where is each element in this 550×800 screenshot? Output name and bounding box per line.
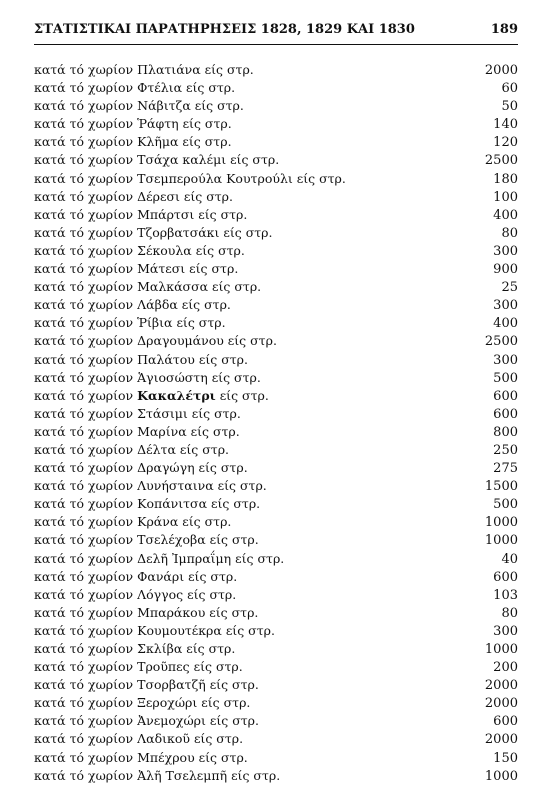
list-item <box>34 242 518 260</box>
row-value: 103 <box>493 587 518 603</box>
row-value: 50 <box>501 99 518 115</box>
list-item <box>34 477 518 495</box>
row-value: 1000 <box>484 515 518 531</box>
row-label <box>34 97 244 115</box>
row-suffix: είς στρ. <box>175 441 230 457</box>
row-suffix: είς στρ. <box>178 116 232 132</box>
row-suffix: είς στρ. <box>189 731 244 747</box>
list-item <box>34 441 518 459</box>
row-prefix: κατά τό χωρίον <box>34 333 138 349</box>
row-suffix: είς στρ. <box>200 62 254 77</box>
row-prefix: κατά τό χωρίον <box>34 62 138 77</box>
list-item <box>34 115 518 133</box>
row-value: 275 <box>493 461 518 477</box>
row-value: 300 <box>493 623 518 639</box>
row-label <box>34 640 235 658</box>
list-item <box>34 351 518 369</box>
row-label <box>34 531 259 549</box>
row-label <box>34 676 259 694</box>
row-value: 900 <box>493 262 518 278</box>
village-name: Τζορβατσάκι <box>137 224 220 240</box>
row-suffix: είς στρ. <box>205 532 259 548</box>
row-prefix: κατά τό χωρίον <box>34 242 138 258</box>
row-prefix: κατά τό χωρίον <box>34 297 138 313</box>
row-value: 800 <box>493 424 518 440</box>
row-label <box>34 314 226 332</box>
list-item <box>34 694 518 712</box>
row-suffix: είς στρ. <box>179 188 233 204</box>
row-label <box>34 658 243 676</box>
row-suffix: είς στρ. <box>182 641 236 656</box>
row-label <box>34 133 232 151</box>
row-suffix: είς στρ. <box>205 677 259 693</box>
list-item <box>34 151 518 169</box>
list-item <box>34 369 518 387</box>
list-item <box>34 586 518 604</box>
row-suffix: είς στρ. <box>226 152 280 168</box>
row-prefix: κατά τό χωρίον <box>34 586 138 602</box>
row-prefix: κατά τό χωρίον <box>34 351 138 367</box>
row-label <box>34 170 346 188</box>
row-prefix: κατά τό χωρίον <box>34 369 138 385</box>
row-label <box>34 694 250 712</box>
row-prefix: κατά τό χωρίον <box>34 532 138 548</box>
row-label <box>34 260 238 278</box>
row-value: 600 <box>493 388 518 404</box>
running-title: ΣΤΑΤΙΣΤΙΚΑΙ ΠΑΡΑΤΗΡΗΣΕΙΣ 1828, 1829 ΚΑΙ 1830 <box>34 22 415 37</box>
row-label <box>34 206 247 224</box>
row-value: 120 <box>493 135 518 151</box>
village-name: Μαλκάσσα <box>137 279 209 295</box>
row-label <box>34 242 245 260</box>
list-item <box>34 314 518 332</box>
row-suffix: είς στρ. <box>189 659 243 675</box>
running-header <box>34 22 518 45</box>
village-name: Τσελέχοβα <box>137 532 206 548</box>
row-value: 300 <box>493 243 518 259</box>
list-item <box>34 568 518 586</box>
row-value: 80 <box>501 225 518 241</box>
village-list <box>34 61 518 785</box>
row-label <box>34 568 237 586</box>
list-item <box>34 550 518 568</box>
row-label <box>34 61 254 79</box>
village-name: Κακαλέτρι <box>137 387 216 403</box>
village-name: Φτέλια <box>137 80 183 96</box>
list-item <box>34 531 518 549</box>
row-value: 1000 <box>484 642 518 657</box>
row-suffix: είς στρ. <box>187 405 241 421</box>
row-suffix: είς στρ. <box>178 514 232 530</box>
row-prefix: κατά τό χωρίον <box>34 749 138 765</box>
row-value: 400 <box>493 316 518 332</box>
row-suffix: είς στρ. <box>177 297 231 313</box>
row-suffix: είς στρ. <box>194 460 248 476</box>
village-name: Σέκουλα <box>137 242 192 258</box>
row-suffix: είς στρ. <box>182 80 236 96</box>
document-page <box>34 22 518 785</box>
row-suffix: είς στρ. <box>207 369 261 385</box>
row-prefix: κατά τό χωρίον <box>34 261 138 277</box>
list-item <box>34 188 518 206</box>
row-value: 500 <box>493 370 518 386</box>
village-name: Τροῦπες <box>137 659 190 675</box>
row-prefix: κατά τό χωρίον <box>34 514 138 530</box>
village-name: Νάβιτζα <box>137 98 191 114</box>
row-value: 600 <box>493 714 518 730</box>
row-prefix: κατά τό χωρίον <box>34 441 138 457</box>
row-suffix: είς στρ. <box>185 261 239 277</box>
row-prefix: κατά τό χωρίον <box>34 206 138 222</box>
row-label <box>34 441 229 459</box>
village-name: Κράνα <box>137 514 179 530</box>
village-name: Δέλτα <box>137 441 176 457</box>
row-prefix: κατά τό χωρίον <box>34 731 138 747</box>
row-prefix: κατά τό χωρίον <box>34 767 138 783</box>
village-name: Κοπάνιτσα <box>137 496 208 512</box>
row-label <box>34 586 236 604</box>
row-suffix: είς στρ. <box>207 496 261 512</box>
row-value: 500 <box>493 497 518 513</box>
row-value: 40 <box>501 551 518 567</box>
village-name: Μπάρτσι <box>137 206 195 222</box>
row-label <box>34 351 248 369</box>
village-name: Ῥίβια <box>137 315 173 331</box>
village-name: Κουμουτέκρα <box>137 622 222 638</box>
row-prefix: κατά τό χωρίον <box>34 677 138 693</box>
row-label <box>34 477 267 495</box>
row-label <box>34 278 261 296</box>
row-value: 25 <box>501 280 518 296</box>
list-item <box>34 640 518 658</box>
row-suffix: είς στρ. <box>221 622 275 638</box>
list-item <box>34 387 518 405</box>
row-value: 80 <box>501 605 518 621</box>
row-suffix: είς στρ. <box>186 423 240 439</box>
row-prefix: κατά τό χωρίον <box>34 622 138 638</box>
row-value: 2500 <box>484 334 518 350</box>
row-value: 400 <box>493 207 518 223</box>
list-item <box>34 459 518 477</box>
row-value: 100 <box>493 189 518 205</box>
village-name: Μαρίνα <box>137 423 187 439</box>
village-name: Σκλίβα <box>137 641 183 656</box>
row-label <box>34 513 231 531</box>
row-suffix: είς στρ. <box>205 713 260 729</box>
row-label <box>34 188 233 206</box>
village-name: Μπαράκου <box>137 604 206 620</box>
list-item <box>34 604 518 622</box>
page-number: 189 <box>490 22 518 37</box>
row-label <box>34 730 243 748</box>
row-label <box>34 767 280 785</box>
row-suffix: είς στρ. <box>205 604 259 620</box>
list-item <box>34 79 518 97</box>
row-label <box>34 224 273 242</box>
row-prefix: κατά τό χωρίον <box>34 496 138 512</box>
row-prefix: κατά τό χωρίον <box>34 695 138 711</box>
row-label <box>34 622 275 640</box>
row-suffix: είς στρ. <box>219 224 273 240</box>
village-name: Στάσιμι <box>137 405 188 421</box>
row-label <box>34 79 235 97</box>
list-item <box>34 730 518 748</box>
row-label <box>34 151 279 169</box>
list-item <box>34 622 518 640</box>
village-name: Λυνήσταινα <box>137 478 214 494</box>
row-value: 300 <box>493 298 518 314</box>
list-item <box>34 224 518 242</box>
row-label <box>34 495 260 513</box>
row-prefix: κατά τό χωρίον <box>34 188 138 204</box>
row-value: 150 <box>493 750 518 766</box>
village-name: Δελῆ Ἰμπραΐμη <box>137 550 232 566</box>
row-prefix: κατά τό χωρίον <box>34 116 138 132</box>
row-value: 1000 <box>484 768 518 784</box>
row-prefix: κατά τό χωρίον <box>34 152 138 168</box>
row-label <box>34 604 258 622</box>
row-label <box>34 459 248 477</box>
row-suffix: είς στρ. <box>183 586 237 602</box>
list-item <box>34 767 518 785</box>
row-suffix: είς στρ. <box>194 206 248 222</box>
row-label <box>34 405 241 423</box>
row-value: 2000 <box>484 63 518 78</box>
list-item <box>34 170 518 188</box>
row-suffix: είς στρ. <box>213 478 267 494</box>
village-name: Φανάρι <box>137 568 185 584</box>
list-item <box>34 278 518 296</box>
row-suffix: είς στρ. <box>215 387 269 403</box>
list-item <box>34 260 518 278</box>
row-label <box>34 387 269 405</box>
row-suffix: είς στρ. <box>172 315 226 331</box>
row-value: 2000 <box>484 678 518 694</box>
village-name: Λάβδα <box>137 297 178 313</box>
list-item <box>34 97 518 115</box>
village-name: Ἁγιοσώστη <box>137 369 208 385</box>
row-prefix: κατά τό χωρίον <box>34 134 138 150</box>
village-name: Τσεμπερούλα Κουτρούλι <box>137 170 293 186</box>
row-value: 300 <box>493 352 518 368</box>
row-label <box>34 296 231 314</box>
row-value: 2000 <box>484 696 518 712</box>
row-suffix: είς στρ. <box>231 550 285 566</box>
list-item <box>34 133 518 151</box>
row-value: 600 <box>493 569 518 585</box>
row-value: 2000 <box>484 732 518 748</box>
row-suffix: είς στρ. <box>178 134 232 150</box>
village-name: Παλάτου <box>137 351 195 367</box>
list-item <box>34 405 518 423</box>
row-prefix: κατά τό χωρίον <box>34 568 138 584</box>
village-name: Μάτεσι <box>137 261 186 277</box>
list-item <box>34 513 518 531</box>
village-name: Ἀνεμοχώρι <box>137 713 206 729</box>
village-name: Ῥάφτη <box>137 116 179 132</box>
row-value: 250 <box>493 442 518 458</box>
village-name: Δραγώγη <box>137 460 195 476</box>
row-prefix: κατά τό χωρίον <box>34 405 138 421</box>
row-suffix: είς στρ. <box>292 170 346 186</box>
row-prefix: κατά τό χωρίον <box>34 641 138 656</box>
row-prefix: κατά τό χωρίον <box>34 423 138 439</box>
list-item <box>34 658 518 676</box>
row-label <box>34 332 277 350</box>
village-name: Μπέχρου <box>137 749 195 765</box>
list-item <box>34 332 518 350</box>
row-prefix: κατά τό χωρίον <box>34 604 138 620</box>
row-label <box>34 423 240 441</box>
village-name: Ξεροχώρι <box>137 695 198 711</box>
row-prefix: κατά τό χωρίον <box>34 659 138 675</box>
row-label <box>34 550 284 568</box>
row-prefix: κατά τό χωρίον <box>34 315 138 331</box>
list-item <box>34 749 518 767</box>
row-value: 2500 <box>484 153 518 169</box>
village-name: Πλατιάνα <box>137 62 201 77</box>
village-name: Δραγουμάνου <box>137 333 224 349</box>
row-suffix: είς στρ. <box>194 351 248 367</box>
village-name: Λαδικοῦ <box>137 731 190 747</box>
row-value: 60 <box>501 81 518 97</box>
village-name: Δέρεσι <box>137 188 180 204</box>
list-item <box>34 296 518 314</box>
row-label <box>34 712 259 730</box>
row-prefix: κατά τό χωρίον <box>34 98 138 114</box>
row-suffix: είς στρ. <box>190 98 244 114</box>
row-suffix: είς στρ. <box>227 767 281 783</box>
row-label <box>34 749 248 767</box>
row-suffix: είς στρ. <box>184 568 238 584</box>
row-value: 600 <box>493 406 518 422</box>
row-value: 200 <box>493 660 518 676</box>
row-prefix: κατά τό χωρίον <box>34 713 138 729</box>
row-value: 1000 <box>484 533 518 549</box>
list-item <box>34 61 518 79</box>
row-label <box>34 369 261 387</box>
row-suffix: είς στρ. <box>194 749 248 765</box>
row-suffix: είς στρ. <box>191 242 245 258</box>
row-suffix: είς στρ. <box>208 279 262 295</box>
village-name: Τσάχα καλέμι <box>137 152 227 168</box>
village-name: Ἀλῆ Τσελεμπῆ <box>137 767 228 783</box>
row-prefix: κατά τό χωρίον <box>34 224 138 240</box>
row-suffix: είς στρ. <box>197 695 251 711</box>
list-item <box>34 423 518 441</box>
row-prefix: κατά τό χωρίον <box>34 80 138 96</box>
row-prefix: κατά τό χωρίον <box>34 170 138 186</box>
row-suffix: είς στρ. <box>223 333 277 349</box>
row-prefix: κατά τό χωρίον <box>34 279 138 295</box>
row-prefix: κατά τό χωρίον <box>34 387 138 403</box>
village-name: Λόγγος <box>137 586 184 602</box>
list-item <box>34 712 518 730</box>
row-prefix: κατά τό χωρίον <box>34 460 138 476</box>
list-item <box>34 206 518 224</box>
row-value: 180 <box>493 171 518 187</box>
row-value: 140 <box>493 117 518 133</box>
list-item <box>34 676 518 694</box>
row-label <box>34 115 232 133</box>
row-prefix: κατά τό χωρίον <box>34 550 138 566</box>
row-value: 1500 <box>484 479 518 495</box>
village-name: Κλῆμα <box>137 134 179 150</box>
row-prefix: κατά τό χωρίον <box>34 478 138 494</box>
village-name: Τσορβατζῆ <box>137 677 206 693</box>
list-item <box>34 495 518 513</box>
